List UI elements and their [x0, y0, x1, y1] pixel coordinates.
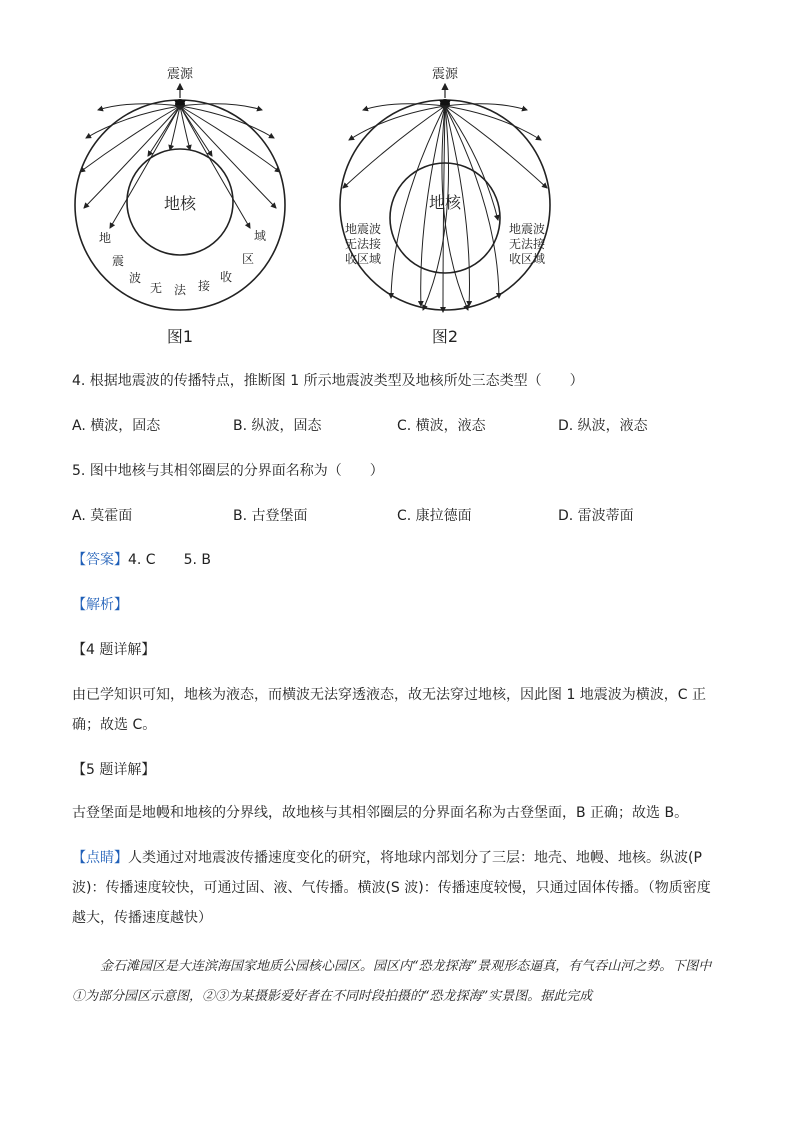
question-5-option-c[interactable]: C. 康拉德面	[397, 508, 472, 524]
svg-text:域: 域	[253, 229, 267, 243]
answer-text: 4. C 5. B	[128, 552, 211, 568]
detail-4-tag: 【4 题详解】	[72, 642, 156, 658]
tips-block	[72, 843, 722, 933]
svg-text:地: 地	[98, 231, 112, 245]
svg-text:地震波: 地震波	[344, 222, 382, 236]
figure-1-diagram	[70, 60, 300, 350]
detail-5-text: 古登堡面是地幔和地核的分界线，故地核与其相邻圈层的分界面名称为古登堡面，B 正确；故选 B。	[72, 805, 689, 821]
question-5-option-d[interactable]: D. 雷波蒂面	[558, 508, 634, 524]
figure-1-shadow-label	[99, 228, 266, 297]
answer-tag: 【答案】	[72, 552, 128, 568]
question-5-option-b[interactable]: B. 古登堡面	[233, 508, 308, 524]
answer-line	[72, 550, 211, 570]
svg-text:无: 无	[149, 281, 163, 295]
figure-1	[70, 60, 300, 354]
figure-2	[333, 60, 563, 354]
analysis-tag: 【解析】	[72, 597, 128, 613]
tips-tag: 【点睛】	[72, 850, 128, 866]
figure-2-shadow-right	[509, 221, 545, 266]
figure-1-core-label: 地核	[163, 194, 197, 213]
svg-text:法: 法	[173, 283, 187, 297]
figure-2-caption: 图2	[431, 327, 459, 346]
detail-5-tag: 【5 题详解】	[72, 762, 156, 778]
svg-text:无法接: 无法接	[508, 237, 546, 251]
svg-text:区: 区	[241, 252, 255, 266]
figure-2-core-label: 地核	[428, 193, 462, 212]
question-5-stem: 5. 图中地核与其相邻圈层的分界面名称为（ ）	[72, 463, 384, 479]
figure-1-source-label: 震源	[166, 67, 194, 82]
svg-text:地震波: 地震波	[508, 222, 546, 236]
svg-text:震: 震	[111, 254, 125, 268]
question-4-option-b[interactable]: B. 纵波，固态	[233, 418, 322, 434]
svg-text:接: 接	[197, 279, 211, 293]
svg-text:收: 收	[219, 270, 233, 284]
svg-text:无法接: 无法接	[344, 237, 382, 251]
figure-2-shadow-left	[345, 221, 381, 266]
figure-1-caption: 图1	[166, 327, 194, 346]
question-5-option-a[interactable]: A. 莫霍面	[72, 508, 133, 524]
next-material-text: 金石滩园区是大连滨海国家地质公园核心园区。园区内“恐龙探海”景观形态逼真，有气吞山河之势。下图中①为部分园区示意图，②③为某摄影爱好者在不同时段拍摄的“恐龙探海”实景图。据此完成	[72, 959, 712, 1004]
question-4-option-d[interactable]: D. 纵波，液态	[558, 418, 648, 434]
question-4-option-c[interactable]: C. 横波，液态	[397, 418, 486, 434]
question-4-option-a[interactable]: A. 横波，固态	[72, 418, 161, 434]
figure-2-source-label: 震源	[431, 67, 459, 82]
detail-4-text: 由已学知识可知，地核为液态，而横波无法穿透液态，故无法穿过地核，因此图 1 地震波为横波，C 正确；故选 C。	[72, 687, 707, 733]
figure-2-diagram	[333, 60, 563, 350]
tips-text: 人类通过对地震波传播速度变化的研究，将地球内部划分了三层：地壳、地幔、地核。纵波(P 波)：传播速度较快，可通过固、液、气传播。横波(S 波)：传播速度较慢，只通过固体传播。（物质密度越大，传播速度越快）	[72, 850, 711, 926]
svg-text:收区域: 收区域	[344, 252, 382, 266]
svg-text:波: 波	[128, 271, 142, 285]
svg-text:收区域: 收区域	[508, 252, 546, 266]
question-4-stem: 4. 根据地震波的传播特点，推断图 1 所示地震波类型及地核所处三态类型（ ）	[72, 373, 584, 389]
